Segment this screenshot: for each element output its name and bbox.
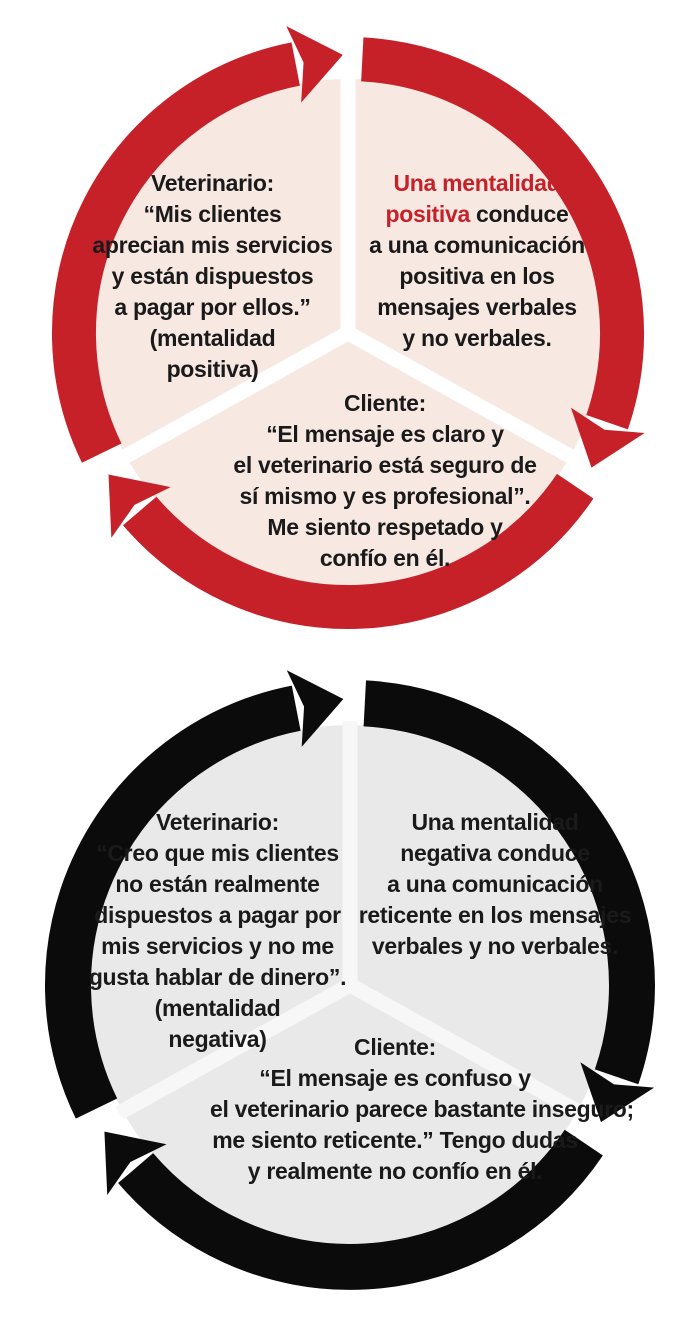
text-line: me siento reticente.” Tengo dudas bbox=[212, 1127, 578, 1153]
text-line: a una comunicación bbox=[369, 232, 585, 258]
text-line: mis servicios y no me bbox=[101, 933, 334, 959]
text-line: mensajes verbales bbox=[377, 294, 577, 320]
text-line: y realmente no confío en él. bbox=[247, 1158, 543, 1184]
text-line: Me siento respetado y bbox=[267, 514, 503, 540]
text-line: y están dispuestos bbox=[111, 263, 314, 289]
text-line: positiva en los bbox=[399, 263, 555, 289]
text-line: el veterinario está seguro de bbox=[233, 452, 537, 478]
cliente-positive-text-block bbox=[215, 388, 555, 574]
accent-text: positiva bbox=[385, 201, 470, 227]
text-line: verbales y no verbales. bbox=[371, 933, 619, 959]
text-line: confío en él. bbox=[319, 545, 451, 571]
veterinario-negative-text-block bbox=[75, 807, 360, 1055]
text-line: “Creo que mis clientes bbox=[96, 840, 339, 866]
text-line: sí mismo y es profesional”. bbox=[239, 483, 531, 509]
text-line: positiva) bbox=[166, 356, 259, 382]
text-line: (mentalidad bbox=[149, 325, 276, 351]
text-line: a una comunicación bbox=[387, 871, 603, 897]
veterinario-positive-text-block bbox=[80, 168, 345, 385]
text-line: “El mensaje es claro y bbox=[266, 421, 504, 447]
plain-text: conduce bbox=[469, 201, 569, 227]
text-line: gusta hablar de dinero”. bbox=[88, 964, 347, 990]
cliente-negative-text-block bbox=[210, 1032, 634, 1187]
mentalidad-negativa-text-block bbox=[350, 807, 640, 962]
text-line: “El mensaje es confuso y bbox=[259, 1065, 531, 1091]
text-line: reticente en los mensajes bbox=[358, 902, 632, 928]
mentalidad-positiva-more-lines bbox=[352, 230, 602, 354]
text-line: Veterinario: bbox=[151, 170, 274, 196]
text-line: aprecian mis servicios bbox=[92, 232, 333, 258]
mentalidad-positiva-text-block bbox=[352, 168, 602, 354]
text-line: Veterinario: bbox=[156, 809, 279, 835]
text-line: negativa conduce bbox=[400, 840, 590, 866]
text-line: a pagar por ellos.” bbox=[114, 294, 311, 320]
text-line: “Mis clientes bbox=[143, 201, 282, 227]
text-line: dispuestos a pagar por bbox=[94, 902, 341, 928]
text-line: negativa) bbox=[168, 1026, 267, 1052]
negative-mindset-cycle-diagram bbox=[0, 660, 698, 1320]
text-line bbox=[352, 199, 602, 230]
text-line: Cliente: bbox=[344, 390, 426, 416]
text-line: el veterinario parece bastante inseguro; bbox=[210, 1096, 634, 1122]
text-line bbox=[352, 168, 602, 199]
accent-text: Una mentalidad bbox=[393, 170, 561, 196]
text-line: Cliente: bbox=[354, 1034, 436, 1060]
text-line: (mentalidad bbox=[154, 995, 281, 1021]
text-line: y no verbales. bbox=[402, 325, 552, 351]
text-line: no están realmente bbox=[115, 871, 320, 897]
text-line: Una mentalidad bbox=[411, 809, 579, 835]
